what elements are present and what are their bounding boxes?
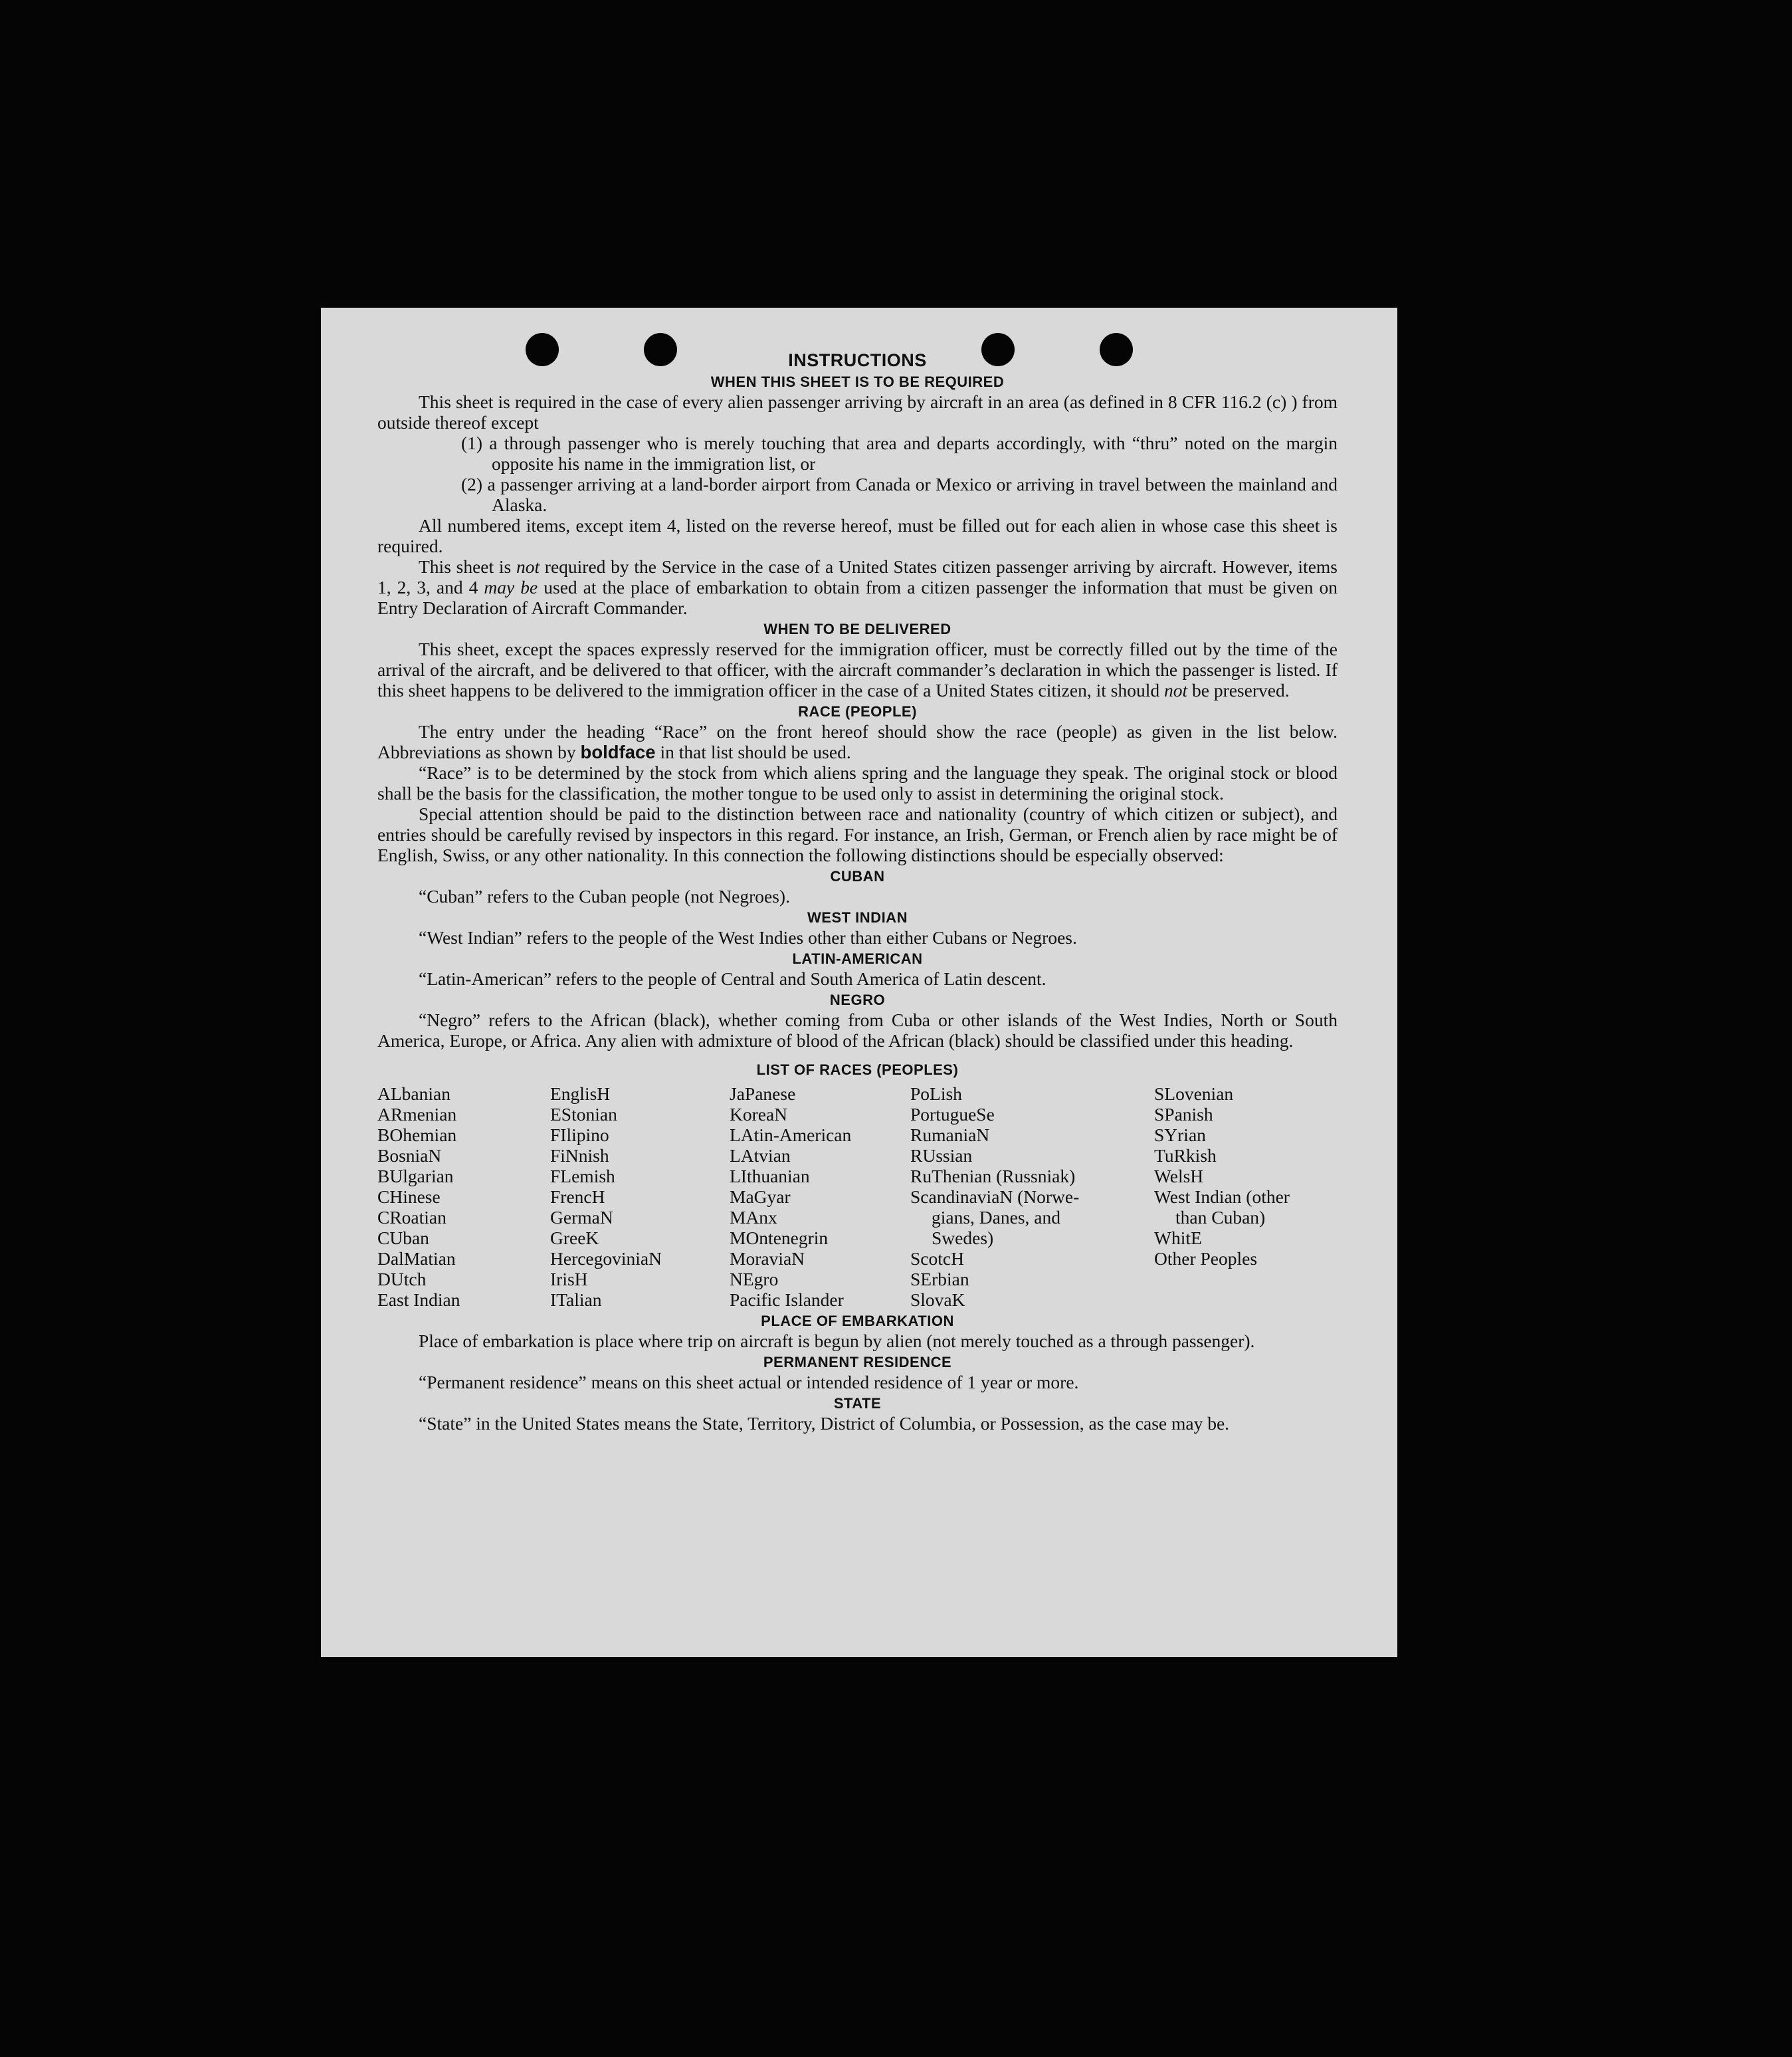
race-entry: RUssian <box>910 1145 973 1166</box>
race-entry: MAnx <box>730 1207 777 1228</box>
race-entry: CRoatian <box>377 1207 447 1228</box>
race-entry: EStonian <box>550 1104 617 1125</box>
race-entry-continued: Swedes) <box>932 1228 994 1248</box>
race-entry: GreeK <box>550 1228 599 1248</box>
bold-text: boldface <box>580 742 656 762</box>
race-entry: EnglisH <box>550 1083 611 1104</box>
race-entry: BUlgarian <box>377 1166 454 1186</box>
text-run: be preserved. <box>1187 680 1290 701</box>
race-entry: PoLish <box>910 1083 962 1104</box>
race-entry: LAtvian <box>730 1145 791 1166</box>
race-entry: GermaN <box>550 1207 613 1228</box>
race-entry: WelsH <box>1154 1166 1204 1186</box>
race-entry: NEgro <box>730 1269 779 1289</box>
race-entry: MaGyar <box>730 1186 791 1207</box>
race-entry: BOhemian <box>377 1125 457 1145</box>
paragraph: “West Indian” refers to the people of the West Indies other than either Cubans or Negroes. <box>419 927 1077 948</box>
paragraph <box>377 556 1338 618</box>
emphasis-text: may be <box>484 577 538 597</box>
races-column <box>910 1083 1154 1310</box>
race-entry: FIlipino <box>550 1125 609 1145</box>
race-entry: ALbanian <box>377 1083 450 1104</box>
race-entry: FiNnish <box>550 1145 609 1166</box>
race-entry: RumaniaN <box>910 1125 990 1145</box>
race-entry: CUban <box>377 1228 429 1248</box>
text-run: This sheet is <box>419 556 516 577</box>
paragraph: “Negro” refers to the African (black), whether coming from Cuba or other islands of the West Indies, North or South America, Europe, or Africa. Any alien with admixture of blood of the African (black) should be classified under this heading. <box>377 1010 1338 1051</box>
section-heading: PERMANENT RESIDENCE <box>763 1354 952 1370</box>
section-heading: WHEN THIS SHEET IS TO BE REQUIRED <box>710 374 1005 390</box>
race-entry: SYrian <box>1154 1125 1206 1145</box>
paragraph: Special attention should be paid to the distinction between race and nationality (country of which citizen or subject), and entries should be carefully revised by inspectors in this regard. For instance, an Irish, German, or French alien by race might be of English, Swiss, or any other nationality. In this connection the following distinctions should be especially observed: <box>377 804 1338 865</box>
race-entry: East Indian <box>377 1289 460 1310</box>
races-column <box>377 1083 550 1310</box>
race-entry: JaPanese <box>730 1083 796 1104</box>
race-entry: SlovaK <box>910 1289 965 1310</box>
race-entry: PortugueSe <box>910 1104 995 1125</box>
race-entry: TuRkish <box>1154 1145 1217 1166</box>
race-entry-continued: than Cuban) <box>1175 1207 1266 1228</box>
race-entry: DalMatian <box>377 1248 456 1269</box>
section-heading: RACE (PEOPLE) <box>798 703 917 720</box>
race-entry: FLemish <box>550 1166 615 1186</box>
instructions-content <box>377 350 1338 1434</box>
race-entry-continued: gians, Danes, and <box>932 1207 1060 1228</box>
paragraph <box>377 639 1338 701</box>
paragraph: “Cuban” refers to the Cuban people (not Negroes). <box>419 886 790 907</box>
race-entry: MoraviaN <box>730 1248 805 1269</box>
paragraph: Place of embarkation is place where trip on aircraft is begun by alien (not merely touched as a through passenger). <box>419 1331 1255 1351</box>
race-entry: Other Peoples <box>1154 1248 1258 1269</box>
text-run: required by the Service in the case of a United States citizen passenger arriving by aircraft. However, items 1, 2, 3, and 4 <box>377 556 1338 597</box>
paragraph: “Permanent residence” means on this sheet actual or intended residence of 1 year or more. <box>419 1372 1079 1392</box>
race-entry: ScotcH <box>910 1248 964 1269</box>
text-run: This sheet, except the spaces expressly reserved for the immigration officer, must be correctly filled out by the time of the arrival of the aircraft, and be delivered to that officer, with the aircraft commander’s declaration in which the passenger is listed. If this sheet happens to be delivered to the immigration officer in the case of a United States citizen, it should <box>377 639 1338 701</box>
race-entry: BosniaN <box>377 1145 442 1166</box>
race-entry: ScandinaviaN (Norwe- <box>910 1186 1080 1207</box>
section-heading: PLACE OF EMBARKATION <box>761 1313 954 1329</box>
paragraph: “Latin-American” refers to the people of Central and South America of Latin descent. <box>419 968 1046 989</box>
race-entry: ARmenian <box>377 1104 457 1125</box>
page-title: INSTRUCTIONS <box>788 350 927 370</box>
race-entry: SErbian <box>910 1269 969 1289</box>
paragraph <box>377 721 1338 762</box>
section-heading: WHEN TO BE DELIVERED <box>763 621 951 637</box>
emphasis-text: not <box>516 556 540 577</box>
section-heading: WEST INDIAN <box>807 909 908 926</box>
race-entry: DUtch <box>377 1269 427 1289</box>
races-list <box>377 1083 1338 1310</box>
paragraph: “Race” is to be determined by the stock from which aliens spring and the language they speak. The original stock or blood shall be the basis for the classification, the mother tongue to be used only to assist in determining the original stock. <box>377 762 1338 804</box>
race-entry: KoreaN <box>730 1104 788 1125</box>
race-entry: SLovenian <box>1154 1083 1234 1104</box>
race-entry: WhitE <box>1154 1228 1202 1248</box>
races-column <box>550 1083 730 1310</box>
race-entry: SPanish <box>1154 1104 1213 1125</box>
section-heading: NEGRO <box>829 992 886 1008</box>
races-column <box>1154 1083 1338 1310</box>
race-entry: ITalian <box>550 1289 602 1310</box>
race-entry: IrisH <box>550 1269 588 1289</box>
race-entry: HercegoviniaN <box>550 1248 662 1269</box>
instruction-sheet <box>321 308 1397 1657</box>
race-entry: West Indian (other <box>1154 1186 1290 1207</box>
section-heading: LIST OF RACES (PEOPLES) <box>756 1061 959 1078</box>
list-item: (2) a passenger arriving at a land-border airport from Canada or Mexico or arriving in travel between the mainland and Alaska. <box>461 474 1338 515</box>
emphasis-text: not <box>1163 680 1188 701</box>
race-entry: MOntenegrin <box>730 1228 829 1248</box>
list-item: (1) a through passenger who is merely touching that area and departs accordingly, with “thru” noted on the margin opposite his name in the immigration list, or <box>461 433 1338 474</box>
section-heading: CUBAN <box>830 868 885 885</box>
paragraph: All numbered items, except item 4, listed on the reverse hereof, must be filled out for each alien in whose case this sheet is required. <box>377 515 1338 556</box>
text-run: The entry under the heading “Race” on the front hereof should show the race (people) as given in the list below. Abbreviations as shown by <box>377 721 1338 762</box>
race-entry: LIthuanian <box>730 1166 810 1186</box>
paragraph: This sheet is required in the case of every alien passenger arriving by aircraft in an area (as defined in 8 CFR 116.2 (c) ) from outside thereof except <box>377 391 1338 433</box>
text-run: used at the place of embarkation to obtain from a citizen passenger the information that must be given on Entry Declaration of Aircraft Commander. <box>377 577 1338 618</box>
text-run: in that list should be used. <box>655 742 851 762</box>
section-heading: STATE <box>833 1395 882 1412</box>
race-entry: LAtin-American <box>730 1125 852 1145</box>
section-heading: LATIN-AMERICAN <box>792 950 923 967</box>
paragraph: “State” in the United States means the State, Territory, District of Columbia, or Possession, as the case may be. <box>419 1413 1230 1434</box>
races-column <box>730 1083 910 1310</box>
race-entry: Pacific Islander <box>730 1289 844 1310</box>
race-entry: CHinese <box>377 1186 441 1207</box>
race-entry: RuThenian (Russniak) <box>910 1166 1076 1186</box>
race-entry: FrencH <box>550 1186 605 1207</box>
